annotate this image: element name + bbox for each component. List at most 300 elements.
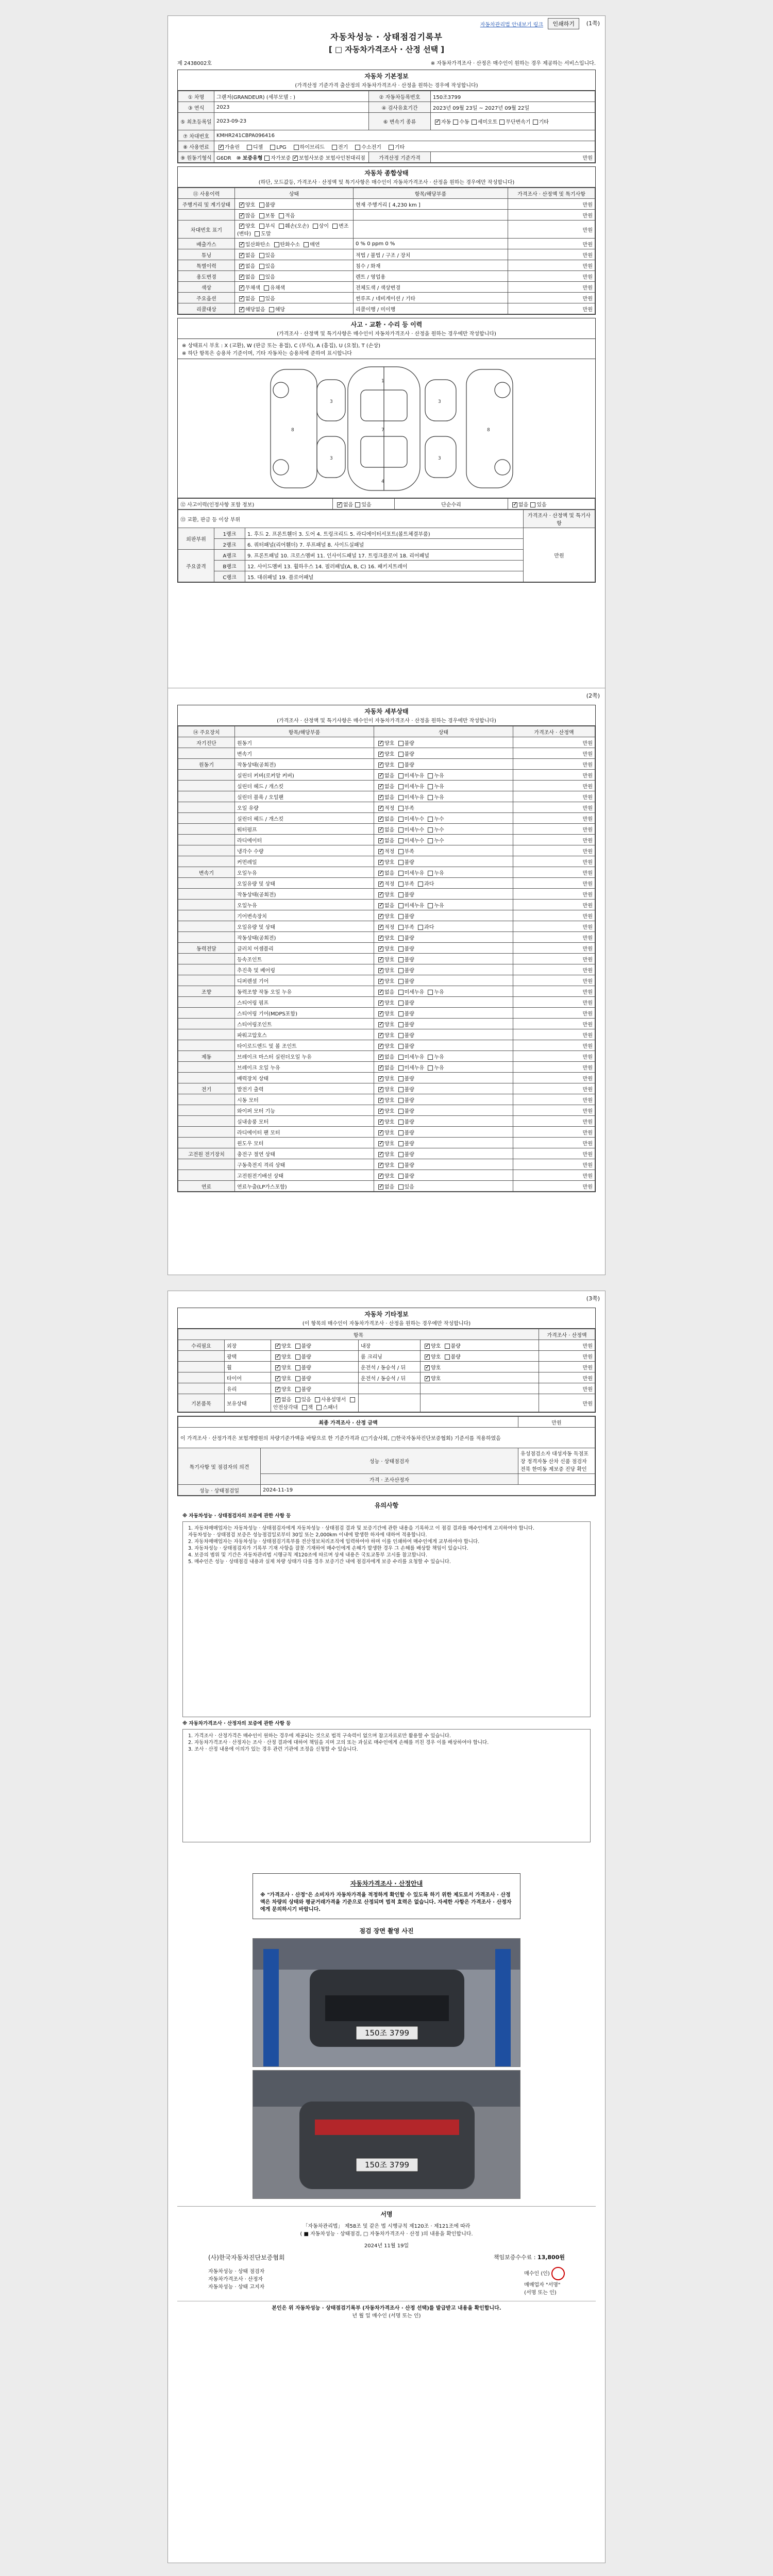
checkbox[interactable]	[378, 860, 383, 865]
row-unit: 만원	[513, 1029, 595, 1040]
checkbox[interactable]	[398, 752, 404, 757]
checkbox[interactable]	[398, 806, 404, 811]
checkbox[interactable]	[295, 1344, 300, 1349]
checkbox[interactable]	[264, 285, 269, 291]
checkbox[interactable]	[428, 784, 433, 789]
checkbox[interactable]	[398, 838, 404, 843]
option: 불량	[450, 1343, 461, 1349]
label: ⑤ 최초등록일	[178, 113, 214, 130]
checkbox[interactable]	[239, 253, 244, 258]
row-unit: 만원	[539, 1372, 595, 1383]
checkbox[interactable]	[259, 202, 264, 208]
checkbox[interactable]	[398, 1011, 404, 1016]
checkbox[interactable]	[398, 914, 404, 919]
option: 불량	[404, 913, 414, 920]
device-part: 작동상태(공회전)	[235, 932, 374, 943]
option: 양호	[431, 1365, 441, 1371]
checkbox[interactable]	[398, 1130, 404, 1136]
checkbox[interactable]	[378, 946, 383, 952]
device-status	[374, 824, 513, 835]
checkbox[interactable]	[398, 990, 404, 995]
checkbox[interactable]	[239, 213, 244, 218]
option: 사용설명서	[321, 1397, 346, 1403]
row-status	[235, 293, 354, 303]
option: 미세누수	[404, 816, 425, 822]
option: 누유	[434, 1065, 444, 1071]
checkbox[interactable]	[239, 285, 244, 291]
checkbox[interactable]	[445, 1344, 450, 1349]
signer-label: 자동차성능 · 상태 점검자	[208, 2269, 265, 2275]
option: 부족	[404, 924, 414, 930]
caution-line: 2. 자동차매매업자는 자동차성능 · 상태점검기록부를 전산정보처리조직에 입력하여야 하며 이를 인쇄하여 매수인에게 교부하여야 합니다.	[188, 1539, 480, 1545]
checkbox[interactable]	[295, 1365, 300, 1370]
checkbox[interactable]	[398, 925, 404, 930]
checkbox[interactable]	[378, 914, 383, 919]
checkbox[interactable]	[398, 1087, 404, 1092]
checkbox[interactable]	[398, 882, 404, 887]
row-label	[178, 210, 235, 221]
row-unit: 만원	[513, 910, 595, 921]
inspector-label: 성능 · 상태점검자	[261, 1448, 518, 1474]
checkbox[interactable]	[398, 795, 404, 800]
checkbox[interactable]	[425, 1344, 430, 1349]
checkbox[interactable]	[398, 1001, 404, 1006]
option: 미세누유	[404, 784, 425, 790]
option: 누수	[434, 816, 444, 822]
checkbox[interactable]	[259, 264, 264, 269]
device-part: 추진축 및 베어링	[235, 964, 374, 975]
device-status	[374, 1116, 513, 1127]
checkbox[interactable]	[530, 502, 535, 507]
device-group	[178, 770, 235, 781]
checkbox[interactable]	[428, 903, 433, 908]
checkbox[interactable]	[378, 990, 383, 995]
checkbox[interactable]	[398, 860, 404, 865]
other-status	[271, 1340, 359, 1351]
checkbox[interactable]	[378, 1011, 383, 1016]
checkbox[interactable]	[275, 1344, 280, 1349]
option: 일산화탄소	[245, 242, 271, 248]
option: 없음	[384, 838, 395, 844]
svg-text:1: 1	[381, 379, 384, 384]
device-group: 자기진단	[178, 737, 235, 748]
checkbox[interactable]	[425, 1376, 430, 1381]
checkbox[interactable]	[378, 773, 383, 778]
checkbox[interactable]	[398, 827, 404, 833]
checkbox[interactable]	[398, 1033, 404, 1038]
option: 무단변속기	[506, 120, 531, 125]
other-item: 보유상태	[225, 1394, 271, 1412]
device-status	[374, 770, 513, 781]
checkbox[interactable]	[239, 296, 244, 301]
checkbox[interactable]	[398, 762, 404, 768]
checkbox[interactable]	[425, 1354, 430, 1360]
checkbox[interactable]	[259, 224, 264, 229]
checkbox[interactable]	[398, 871, 404, 876]
checkbox[interactable]	[425, 1365, 430, 1370]
checkbox[interactable]	[264, 156, 270, 161]
row-unit: 만원	[513, 1116, 595, 1127]
checkbox[interactable]	[398, 1163, 404, 1168]
option: 매연	[310, 242, 320, 248]
device-status	[374, 943, 513, 954]
checkbox[interactable]	[428, 1065, 433, 1071]
option: 불량	[301, 1343, 311, 1349]
checkbox[interactable]	[274, 242, 279, 247]
checkbox[interactable]	[378, 1141, 383, 1146]
checkbox[interactable]	[453, 120, 458, 125]
option: 양호	[384, 1043, 395, 1049]
checkbox[interactable]	[378, 741, 383, 746]
option: 있음	[265, 274, 275, 280]
checkbox[interactable]	[398, 773, 404, 778]
detail-row	[178, 1040, 595, 1051]
option: 양호	[384, 740, 395, 747]
other-status	[421, 1383, 539, 1394]
checkbox[interactable]	[398, 1141, 404, 1146]
row-unit: 만원	[508, 199, 595, 210]
plate-text: 150조 3799	[364, 2160, 410, 2170]
simple-repair-label: 단순수리	[395, 499, 508, 510]
law-text: ( ■ 자동차성능 · 상태점검, □ 자동차가격조사 · 산정 )의 내용을 확인합니다.	[300, 2231, 473, 2237]
detail-row	[178, 1029, 595, 1040]
detail-row	[178, 1105, 595, 1116]
option: 양호	[281, 1354, 292, 1360]
other-item: 외장	[225, 1340, 271, 1351]
section-note: (이 항목의 매수인이 자동차가격조사 · 산정을 원하는 경우에만 작성합니다)	[178, 1318, 595, 1329]
caution-line: 3. 자동차성능 · 상태점검자가 기록부 기재 사항을 잘못 기재하여 매수인에게 손해가 발생한 경우 그 손해를 배상할 책임이 있습니다.	[188, 1546, 468, 1551]
overall-row	[178, 260, 595, 271]
checkbox[interactable]	[398, 1022, 404, 1027]
checkbox[interactable]	[472, 120, 477, 125]
checkbox[interactable]	[398, 1076, 404, 1081]
checkbox[interactable]	[350, 1397, 355, 1402]
checkbox[interactable]	[304, 242, 309, 247]
row-unit: 만원	[508, 260, 595, 271]
other-item: 내장	[359, 1340, 421, 1351]
option: 미세누유	[404, 870, 425, 876]
option: 보험사보증 보험사인천대리점	[299, 155, 365, 161]
checkbox[interactable]	[378, 903, 383, 908]
device-group: 연료	[178, 1181, 235, 1192]
overall-row	[178, 221, 595, 239]
checkbox[interactable]	[398, 1065, 404, 1071]
device-status	[374, 835, 513, 845]
checkbox[interactable]	[378, 1130, 383, 1136]
checkbox[interactable]	[378, 752, 383, 757]
checkbox[interactable]	[398, 968, 404, 973]
detail-row	[178, 1116, 595, 1127]
other-item: 운전석 / 동승석 / 뒤	[359, 1362, 421, 1372]
checkbox[interactable]	[428, 990, 433, 995]
checkbox[interactable]	[398, 1109, 404, 1114]
other-row	[178, 1383, 595, 1394]
sign-note: (서명 또는 인)	[524, 2290, 557, 2296]
checkbox[interactable]	[389, 145, 394, 150]
detail-row	[178, 737, 595, 748]
device-status	[374, 748, 513, 759]
option: 불량	[404, 968, 414, 974]
option: 불량	[404, 859, 414, 866]
detail-row	[178, 921, 595, 932]
checkbox[interactable]	[279, 213, 284, 218]
column-header: ⑪ 사용이력	[178, 188, 235, 199]
print-button[interactable]: 인쇄하기	[548, 18, 579, 29]
option: 미세누수	[404, 827, 425, 833]
row-unit: 만원	[539, 1351, 595, 1362]
panel-header: ⑬ 교환, 판금 등 이상 부위	[178, 510, 524, 528]
checkbox[interactable]	[378, 1109, 383, 1114]
checkbox[interactable]	[378, 795, 383, 800]
label: ④ 검사유효기간	[369, 102, 431, 113]
checkbox[interactable]	[398, 1174, 404, 1179]
device-part: 실린더 헤드 / 개스킷	[235, 813, 374, 824]
checkbox[interactable]	[239, 275, 244, 280]
checkbox[interactable]	[378, 806, 383, 811]
checkbox[interactable]	[275, 1387, 280, 1392]
row-detail: 리콜이행 / 미이행	[354, 303, 508, 314]
checkbox[interactable]	[398, 1152, 404, 1157]
checkbox[interactable]	[275, 1397, 280, 1402]
device-status	[374, 1019, 513, 1029]
checkbox[interactable]	[279, 224, 284, 229]
checkbox[interactable]	[378, 1098, 383, 1103]
label: 가격산정 기준가격	[369, 152, 431, 163]
option: 없음	[518, 502, 529, 508]
checkbox[interactable]	[398, 1120, 404, 1125]
model-year: 2023	[214, 102, 369, 113]
checkbox[interactable]	[316, 1405, 322, 1410]
rank-items: 12. 사이드멤버 13. 휠하우스 14. 필러패널(A, B, C) 16. 패키지트레이	[245, 561, 524, 571]
checkbox[interactable]	[398, 1055, 404, 1060]
checkbox[interactable]	[378, 1065, 383, 1071]
checkbox[interactable]	[295, 1397, 300, 1402]
checkbox[interactable]	[378, 892, 383, 897]
device-status	[374, 932, 513, 943]
option: 훼손(오손)	[285, 224, 309, 229]
row-unit: 만원	[513, 1159, 595, 1170]
section-title: 자동차 종합상태	[364, 170, 409, 177]
checkbox[interactable]	[378, 1184, 383, 1190]
device-part: 동력조향 작동 오일 누유	[235, 986, 374, 997]
checkbox[interactable]	[378, 1120, 383, 1125]
checkbox[interactable]	[435, 120, 440, 125]
checkbox[interactable]	[313, 224, 318, 229]
checkbox[interactable]	[378, 882, 383, 887]
overall-condition-section	[177, 166, 596, 315]
option: 수소전기	[361, 144, 381, 150]
checkbox[interactable]	[428, 827, 433, 833]
row-status	[235, 303, 354, 314]
option: 잭	[308, 1405, 313, 1411]
checkbox[interactable]	[275, 1354, 280, 1360]
checkbox[interactable]	[302, 1405, 307, 1410]
label: ⑥ 변속기 종류	[369, 113, 431, 130]
checkbox[interactable]	[332, 224, 338, 229]
device-status	[374, 1170, 513, 1181]
device-part: 배력장치 상태	[235, 1073, 374, 1083]
checkbox[interactable]	[293, 156, 298, 161]
device-status	[374, 878, 513, 889]
checkbox[interactable]	[255, 231, 260, 236]
row-unit: 만원	[539, 1383, 595, 1394]
checkbox[interactable]	[428, 817, 433, 822]
checkbox[interactable]	[533, 120, 538, 125]
device-part: 연료누출(LP가스포함)	[235, 1181, 374, 1192]
checkbox[interactable]	[239, 264, 244, 269]
checkbox[interactable]	[378, 1163, 383, 1168]
checkbox[interactable]	[398, 741, 404, 746]
checkbox[interactable]	[378, 1033, 383, 1038]
device-group	[178, 1040, 235, 1051]
device-group	[178, 964, 235, 975]
checkbox[interactable]	[398, 817, 404, 822]
svg-text:3: 3	[438, 456, 441, 461]
checkbox[interactable]	[499, 120, 505, 125]
checkbox[interactable]	[295, 1376, 300, 1381]
checkbox[interactable]	[378, 1152, 383, 1157]
checkbox[interactable]	[378, 1022, 383, 1027]
checkbox[interactable]	[378, 762, 383, 768]
checkbox[interactable]	[239, 224, 244, 229]
checkbox[interactable]	[275, 1365, 280, 1370]
detail-row	[178, 1019, 595, 1029]
row-unit: 만원	[513, 845, 595, 856]
checkbox[interactable]	[398, 849, 404, 854]
checkbox[interactable]	[428, 773, 433, 778]
device-part: 라디에이터	[235, 835, 374, 845]
row-unit: 만원	[513, 1170, 595, 1181]
checkbox[interactable]	[378, 1087, 383, 1092]
other-item: 유리	[225, 1383, 271, 1394]
checkbox[interactable]	[398, 936, 404, 941]
checkbox[interactable]	[378, 1174, 383, 1179]
checkbox[interactable]	[219, 145, 224, 150]
checkbox[interactable]	[378, 849, 383, 854]
checkbox[interactable]	[378, 936, 383, 941]
checkbox[interactable]	[512, 502, 517, 507]
row-unit: 만원	[508, 239, 595, 249]
appraiser-label: 가격 · 조사산정자	[261, 1474, 518, 1485]
checkbox[interactable]	[355, 502, 360, 507]
checkbox[interactable]	[398, 1184, 404, 1190]
checkbox[interactable]	[378, 784, 383, 789]
opinion-label: 특기사항 및 점검자의 의견	[178, 1448, 261, 1485]
checkbox[interactable]	[418, 882, 423, 887]
checkbox[interactable]	[378, 925, 383, 930]
checkbox[interactable]	[378, 968, 383, 973]
device-part: 기어변속장치	[235, 910, 374, 921]
checkbox[interactable]	[418, 925, 423, 930]
outer-panel-label: 외판부위	[178, 528, 214, 550]
other-group: 수리필요	[178, 1340, 225, 1351]
checkbox[interactable]	[378, 1076, 383, 1081]
law-guide-link[interactable]: 자동차관리법 안내보기 링크	[480, 22, 543, 28]
device-part: 원동기	[235, 737, 374, 748]
device-status	[374, 1073, 513, 1083]
checkbox[interactable]	[398, 903, 404, 908]
checkbox[interactable]	[378, 979, 383, 984]
device-status	[374, 737, 513, 748]
checkbox[interactable]	[398, 892, 404, 897]
checkbox[interactable]	[332, 145, 337, 150]
checkbox[interactable]	[378, 957, 383, 962]
option: 양호	[384, 1097, 395, 1104]
checkbox[interactable]	[428, 1055, 433, 1060]
row-detail: 적법 / 불법 / 구조 / 장치	[354, 249, 508, 260]
checkbox[interactable]	[378, 838, 383, 843]
option: 미세누유	[404, 1065, 425, 1071]
signature-date: 2024년 11월 19일	[364, 2243, 409, 2249]
checkbox[interactable]	[295, 1354, 300, 1360]
option: 적정	[384, 805, 395, 811]
checkbox[interactable]	[445, 1354, 450, 1360]
checkbox[interactable]	[315, 1397, 320, 1402]
checkbox[interactable]	[398, 957, 404, 962]
device-part: 스티어링 기어(MDPS포함)	[235, 1008, 374, 1019]
device-part: 브레이크 마스터 실린더오일 누유	[235, 1051, 374, 1062]
checkbox[interactable]	[398, 784, 404, 789]
row-unit: 만원	[513, 813, 595, 824]
checkbox[interactable]	[378, 1001, 383, 1006]
row-unit: 만원	[513, 1083, 595, 1094]
checkbox[interactable]	[428, 838, 433, 843]
checkbox[interactable]	[337, 502, 342, 507]
checkbox[interactable]	[259, 253, 264, 258]
device-group	[178, 813, 235, 824]
checkbox[interactable]	[270, 145, 275, 150]
detail-row	[178, 845, 595, 856]
checkbox[interactable]	[398, 1098, 404, 1103]
svg-text:7: 7	[381, 428, 384, 433]
checkbox[interactable]	[294, 145, 299, 150]
option: 양호	[431, 1376, 441, 1382]
checkbox[interactable]	[269, 307, 274, 312]
overall-row	[178, 271, 595, 282]
section-note: (하단, 모드값등, 가격조사 · 산정액 및 특기사항은 매수인이 자동차가격조사 · 산정을 원하는 경우에만 작성합니다)	[178, 177, 595, 188]
option: 자가보증	[271, 155, 291, 161]
checkbox[interactable]	[259, 213, 264, 218]
checkbox[interactable]	[259, 296, 264, 301]
option: 없음	[384, 827, 395, 833]
checkbox[interactable]	[239, 202, 244, 208]
checkbox[interactable]	[378, 1055, 383, 1060]
checkbox[interactable]	[295, 1387, 300, 1392]
checkbox[interactable]	[239, 307, 244, 312]
option: 적정	[384, 924, 395, 930]
checkbox[interactable]	[398, 946, 404, 952]
checkbox[interactable]	[259, 275, 264, 280]
checkbox[interactable]	[239, 242, 244, 247]
device-group: 조향	[178, 986, 235, 997]
device-part: 발전기 출력	[235, 1083, 374, 1094]
other-row	[178, 1372, 595, 1383]
option: 부족	[404, 805, 414, 811]
checkbox[interactable]	[398, 1044, 404, 1049]
checkbox[interactable]	[247, 145, 252, 150]
checkbox[interactable]	[355, 145, 360, 150]
photos-title: 점검 장면 촬영 사진	[359, 1927, 414, 1935]
checkbox[interactable]	[378, 1044, 383, 1049]
checkbox[interactable]	[378, 817, 383, 822]
checkbox[interactable]	[378, 871, 383, 876]
checkbox[interactable]	[428, 871, 433, 876]
checkbox[interactable]	[378, 827, 383, 833]
checkbox[interactable]	[275, 1376, 280, 1381]
checkbox[interactable]	[398, 979, 404, 984]
option: 수동	[459, 120, 469, 125]
checkbox[interactable]	[428, 795, 433, 800]
